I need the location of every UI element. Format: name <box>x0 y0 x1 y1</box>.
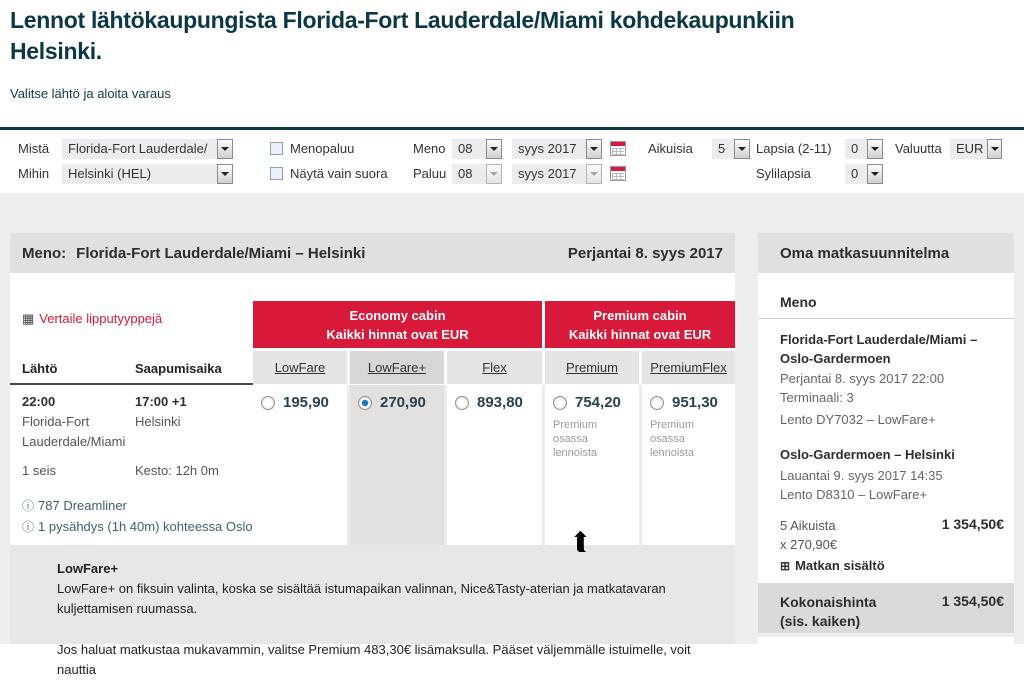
fare-cell-flex <box>447 385 542 545</box>
depart-label: Meno <box>413 141 446 156</box>
from-select[interactable] <box>62 139 233 159</box>
itinerary-title: Oma matkasuunnitelma <box>780 244 950 262</box>
adults-select[interactable] <box>712 139 750 159</box>
fare-header-premiumflex <box>642 351 735 384</box>
economy-cabin-name: Economy cabin <box>349 307 446 323</box>
divider <box>758 318 1014 319</box>
return-month-select <box>512 164 602 184</box>
fare-table <box>10 273 735 545</box>
outbound-header-bar <box>10 233 735 273</box>
chevron-down-icon <box>586 164 602 184</box>
page-title <box>10 5 1000 67</box>
sidebar-next-section <box>758 637 1014 644</box>
return-day-select <box>452 164 502 184</box>
children-label: Lapsia (2-11) <box>756 141 832 156</box>
to-select[interactable] <box>62 164 233 184</box>
fare-description <box>10 545 735 677</box>
leg2-flight: Lento D8310 – LowFare+ <box>780 487 928 502</box>
total-label-main: Kokonaishinta <box>780 594 877 610</box>
fare-radio-flex[interactable] <box>455 396 469 410</box>
fare-description-p1: LowFare+ on fiksuin valinta, koska se sisältää istumapaikan valinnan, Nice&Tasty-aterian ja matkatavaran kuljettamisen ruumassa. <box>57 581 666 616</box>
from-select-value: Florida-Fort Lauderdale/ <box>62 139 217 159</box>
leg1-flight: Lento DY7032 – LowFare+ <box>780 412 936 427</box>
direct-only-label: Näytä vain suora <box>290 166 388 181</box>
passenger-count: 5 Aikuista <box>780 518 836 533</box>
flight-duration: Kesto: 12h 0m <box>135 463 219 478</box>
chevron-down-icon[interactable] <box>867 164 883 184</box>
total-price-label <box>780 593 876 631</box>
info-icon: ⓘ <box>22 520 35 534</box>
fare-header-flex <box>447 351 542 384</box>
fare-link-flex[interactable]: Flex <box>482 360 507 375</box>
currency-value: EUR <box>950 139 987 159</box>
fare-note-premium: Premium osassa lennoista <box>553 419 598 459</box>
chevron-down-icon[interactable] <box>987 139 1002 159</box>
trip-contents-label: Matkan sisältö <box>795 558 885 573</box>
total-price-box <box>758 583 1014 633</box>
fare-cell-premium <box>545 385 639 545</box>
outbound-header-route: Florida-Fort Lauderdale/Miami – Helsinki <box>76 244 366 262</box>
children-value: 0 <box>845 139 867 159</box>
chevron-down-icon[interactable] <box>734 139 750 159</box>
premium-cabin-name: Premium cabin <box>593 307 687 323</box>
currency-label: Valuutta <box>895 141 942 156</box>
curved-arrow-icon: ➦ <box>564 529 597 554</box>
return-day-value: 08 <box>452 164 486 184</box>
chevron-down-icon[interactable] <box>586 139 602 159</box>
leg1-terminal: Terminaali: 3 <box>780 390 854 405</box>
fare-price-lowfareplus: 270,90 <box>380 394 426 411</box>
fare-header-lowfareplus <box>350 351 444 384</box>
itinerary-panel <box>758 273 1014 583</box>
fare-price-lowfare: 195,90 <box>283 394 329 411</box>
direct-only-checkbox[interactable] <box>270 167 283 180</box>
stops-count: 1 seis <box>22 463 56 478</box>
depart-day-value: 08 <box>452 139 486 159</box>
fare-note-premiumflex: Premium osassa lennoista <box>650 419 695 459</box>
adults-value: 5 <box>712 139 734 159</box>
roundtrip-label: Menopaluu <box>290 141 355 156</box>
infants-value: 0 <box>845 164 867 184</box>
depart-calendar-icon[interactable] <box>610 141 626 156</box>
compare-fares-label: Vertaile lipputyyppejä <box>39 311 163 326</box>
itinerary-header <box>758 233 1014 273</box>
fare-radio-premium[interactable] <box>553 396 567 410</box>
fare-link-lowfareplus[interactable]: LowFare+ <box>367 360 427 375</box>
chevron-down-icon[interactable] <box>217 139 233 159</box>
aircraft-name: 787 Dreamliner <box>38 498 127 513</box>
to-select-value: Helsinki (HEL) <box>62 164 217 184</box>
expand-plus-icon: ⊞ <box>780 559 791 573</box>
depart-time: 22:00 <box>22 394 56 409</box>
fare-link-lowfare[interactable]: LowFare <box>274 360 326 375</box>
depart-month-value: syys 2017 <box>512 139 586 159</box>
fare-cell-lowfareplus <box>350 385 444 545</box>
chevron-down-icon[interactable] <box>217 164 233 184</box>
fare-price-premium: 754,20 <box>575 394 621 411</box>
roundtrip-checkbox[interactable] <box>270 142 283 155</box>
from-label: Mistä <box>18 141 50 156</box>
outbound-header-date: Perjantai 8. syys 2017 <box>567 244 723 262</box>
fare-header-premium <box>545 351 639 384</box>
fare-description-title: LowFare+ <box>57 561 119 576</box>
to-label: Mihin <box>18 166 50 181</box>
return-calendar-icon[interactable] <box>610 166 626 181</box>
arrive-city: Helsinki <box>135 414 181 429</box>
passenger-total-price: 1 354,50€ <box>941 516 1004 532</box>
chevron-down-icon[interactable] <box>486 139 502 159</box>
fare-radio-premiumflex[interactable] <box>650 396 664 410</box>
compare-fares-link[interactable] <box>22 311 162 327</box>
fare-radio-lowfareplus[interactable] <box>358 396 372 410</box>
children-select[interactable] <box>845 139 883 159</box>
return-label: Paluu <box>413 166 447 181</box>
trip-contents-link[interactable] <box>780 556 1004 576</box>
table-grid-icon: ▦ <box>22 311 35 326</box>
fare-description-p2: Jos haluat matkustaa mukavammin, valitse Premium 483,30€ lisämaksulla. Pääset väljemmälle istuimelle, voit nauttia <box>57 642 691 677</box>
infants-label: Sylilapsia <box>756 166 811 181</box>
return-month-value: syys 2017 <box>512 164 586 184</box>
outbound-header-prefix: Meno: <box>22 244 67 262</box>
premium-cabin-sub: Kaikki hinnat ovat EUR <box>568 326 712 342</box>
stopover-text: 1 pysähdys (1h 40m) kohteessa Oslo <box>38 519 253 534</box>
fare-link-premium[interactable]: Premium <box>565 360 618 375</box>
total-label-sub: (sis. kaiken) <box>780 613 861 629</box>
leg1-route: Florida-Fort Lauderdale/Miami – Oslo-Gardermoen <box>780 332 978 366</box>
itinerary-section-label: Meno <box>780 294 817 310</box>
total-price-value: 1 354,50€ <box>941 593 1004 609</box>
fare-price-flex: 893,80 <box>477 394 523 411</box>
depart-column-header: Lähtö <box>22 361 58 376</box>
fare-header-lowfare <box>253 351 347 384</box>
aircraft-info <box>22 497 127 514</box>
adults-label: Aikuisia <box>648 141 693 156</box>
fare-cell-lowfare <box>253 385 347 545</box>
premium-cabin-header <box>545 301 735 348</box>
currency-select[interactable] <box>950 139 1002 159</box>
chevron-down-icon[interactable] <box>867 139 883 159</box>
header-divider <box>10 383 253 385</box>
chevron-down-icon <box>486 164 502 184</box>
fare-link-premiumflex[interactable]: PremiumFlex <box>650 360 727 375</box>
economy-cabin-sub: Kaikki hinnat ovat EUR <box>326 326 469 342</box>
depart-day-select[interactable] <box>452 139 502 159</box>
page-title-line2: Helsinki. <box>10 38 102 64</box>
unit-price: x 270,90€ <box>780 537 838 552</box>
search-form <box>0 127 1024 193</box>
fare-price-premiumflex: 951,30 <box>672 394 718 411</box>
fare-cell-premiumflex <box>642 385 735 545</box>
depart-month-select[interactable] <box>512 139 602 159</box>
infants-select[interactable] <box>845 164 883 184</box>
depart-city: Florida-Fort Lauderdale/Miami <box>22 414 126 449</box>
page-title-line1: Lennot lähtökaupungista Florida-Fort Lauderdale/Miami kohdekaupunkiin <box>10 7 795 33</box>
leg1-datetime: Perjantai 8. syys 2017 22:00 <box>780 371 945 386</box>
arrive-time: 17:00 +1 <box>135 394 187 409</box>
leg2-datetime: Lauantai 9. syys 2017 14:35 <box>780 468 943 483</box>
stopover-info <box>22 518 253 535</box>
info-icon: ⓘ <box>22 499 35 513</box>
economy-cabin-header <box>253 301 542 348</box>
leg2-route: Oslo-Gardermoen – Helsinki <box>780 447 955 462</box>
fare-radio-lowfare[interactable] <box>261 396 275 410</box>
arrive-column-header: Saapumisaika <box>135 361 222 376</box>
page-subtitle: Valitse lähtö ja aloita varaus <box>10 86 171 101</box>
